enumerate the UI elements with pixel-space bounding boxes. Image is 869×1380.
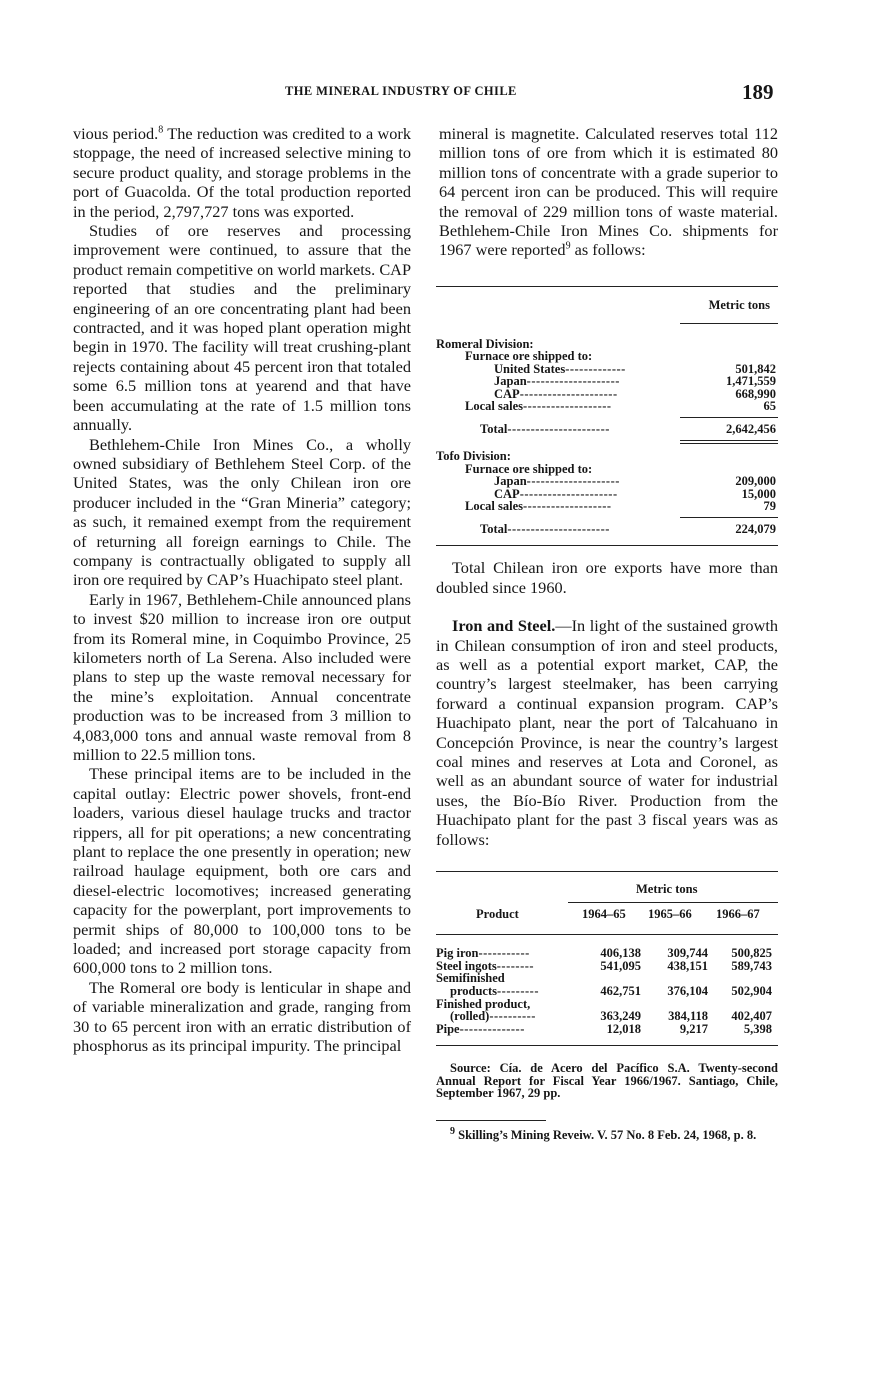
subtotal-rule bbox=[680, 417, 778, 418]
paragraph-text: vious period. bbox=[73, 124, 159, 143]
row-label: CAP bbox=[494, 486, 520, 501]
year-header: 1964–65 bbox=[582, 907, 626, 922]
leader-dots: ---------------------- bbox=[507, 521, 610, 536]
row-label: Finished product, bbox=[436, 996, 531, 1011]
paragraph-capital-outlay: These principal items are to be included in the capital outlay: Electric power shovels, front-end loaders, various diesel haulage trucks and tractor rippers, all for pit operations; a new concentrating plant to replace the one presently in operation; new railroad haulage equipment, both ore cars and diesel-electric locomotives; increased generating capacity for the powerplant, port improvements to permit ships of 80,000 to 100,000 tons to be loaded; and increased port storage capacity from 600,000 tons to 2 million tons. bbox=[73, 764, 411, 978]
row-label: (rolled) bbox=[450, 1009, 490, 1024]
running-title: THE MINERAL INDUSTRY OF CHILE bbox=[285, 84, 517, 98]
paragraph-investment-plans: Early in 1967, Bethlehem-Chile announced plans to invest $20 million to increase iron ore output from its Romeral mine, in Coquimbo Province, 25 kilometers north of La Serena. Also included were plans to step up the waste removal necessary for the mine’s exploitation. Annual concentrate production was to be increased from 3 million to 4,083,000 tons and annual waste removal from 8 million to 22.5 million tons. bbox=[73, 589, 411, 764]
group-label: Furnace ore shipped to: bbox=[465, 461, 593, 476]
footnote-text: Skilling’s Mining Reveiw. V. 57 No. 8 Feb. 24, 1968, p. 8. bbox=[455, 1127, 757, 1142]
cell-value: 384,118 bbox=[668, 1009, 708, 1024]
cell-value: 5,398 bbox=[743, 1021, 772, 1036]
row-label: Steel ingots bbox=[436, 958, 497, 973]
footnote-mark: 9 bbox=[450, 1125, 455, 1137]
leader-dots: -------- bbox=[496, 958, 535, 973]
leader-dots: ------------------- bbox=[522, 399, 612, 414]
row-label: Semifinished bbox=[436, 971, 505, 986]
cell-value: 541,095 bbox=[600, 958, 641, 973]
paragraph-iron-and-steel bbox=[436, 616, 778, 849]
running-head bbox=[0, 80, 869, 110]
year-header: 1965–66 bbox=[648, 907, 692, 922]
cell-value: 502,904 bbox=[731, 983, 772, 998]
total-label: Total bbox=[480, 521, 508, 536]
row-label: CAP bbox=[494, 386, 520, 401]
table-row bbox=[436, 1023, 778, 1036]
division-label: Romeral Division: bbox=[436, 336, 534, 351]
row-value: 65 bbox=[763, 399, 776, 414]
table-header-cell bbox=[680, 287, 778, 324]
leader-dots: --------------------- bbox=[519, 386, 618, 401]
row-value: 15,000 bbox=[741, 486, 776, 501]
table-header bbox=[436, 872, 778, 935]
row-value: 501,842 bbox=[735, 361, 776, 376]
year-header: 1966–67 bbox=[716, 907, 760, 922]
cell-value: 589,743 bbox=[731, 958, 772, 973]
cell-value: 438,151 bbox=[667, 958, 708, 973]
cell-value: 500,825 bbox=[731, 946, 772, 961]
cell-value: 363,249 bbox=[600, 1009, 641, 1024]
leader-dots: ------------- bbox=[565, 361, 626, 376]
unit-header: Metric tons bbox=[708, 297, 770, 312]
cell-value: 309,744 bbox=[667, 946, 708, 961]
paragraph-romeral-ore-body: The Romeral ore body is lenticular in shape and of variable mineralization and grade, ranging from 30 to 65 percent iron with an erratic distribution of phosphorus as its principal impurity. The principal bbox=[73, 977, 411, 1056]
row-value: 209,000 bbox=[735, 474, 776, 489]
section-heading: Iron and Steel. bbox=[452, 616, 556, 636]
row-label: Japan bbox=[494, 474, 527, 489]
paragraph-continuation bbox=[73, 124, 411, 221]
footnote-ref: 8 bbox=[158, 124, 164, 136]
row-value: 1,471,559 bbox=[726, 374, 776, 389]
footnote-ref: 9 bbox=[565, 241, 571, 253]
leader-dots: ---------- bbox=[489, 1009, 536, 1024]
unit-header: Metric tons bbox=[636, 882, 698, 897]
total-row bbox=[436, 523, 778, 536]
group-label: Furnace ore shipped to: bbox=[465, 349, 593, 364]
paragraph-magnetite bbox=[439, 124, 778, 260]
paragraph-ore-reserves: Studies of ore reserves and processing improvement were continued, to assure that the product remain competitive on world markets. CAP reported that studies and the preliminary engineering of an ore concentrating plant had been contracted, and it was hoped plant operation might begin in 1970. The facility will treat crushing-plant rejects containing about 45 percent iron that totaled some 6.5 million tons at yearend and that have been accumulating at the rate of 1.5 million tons annually. bbox=[73, 221, 411, 435]
cell-value: 406,138 bbox=[600, 946, 641, 961]
cell-value: 402,407 bbox=[731, 1009, 772, 1024]
row-label: Pipe bbox=[436, 1021, 460, 1036]
subtotal-rule bbox=[680, 517, 778, 518]
cell-value: 376,104 bbox=[667, 983, 708, 998]
paragraph-text: —In light of the sustained growth in Chilean consumption of iron and steel products, as well as a potential export market, CAP, the country’s largest steelmaker, has been carrying forward a continual expansion program. CAP’s Huachipato plant, near the port of Talcahuano in Concepción Province, is near the country’s largest coal mines and reserves at Lota and Coronel, as well as an abundant source of water for industrial uses, the Bío-Bío River. Production from the Huachipato plant for the past 3 fiscal years was as follows: bbox=[436, 616, 778, 849]
row-label: Local sales bbox=[465, 399, 523, 414]
leader-dots: -------------------- bbox=[526, 474, 620, 489]
paragraph-exports: Total Chilean iron ore exports have more than doubled since 1960. bbox=[436, 558, 778, 597]
footnote bbox=[436, 1125, 778, 1142]
right-column bbox=[436, 124, 778, 1142]
row-value: 668,990 bbox=[735, 386, 776, 401]
paragraph-text: The reduction was credited to a work stoppage, the need of increased selective mining to secure product quality, and storage problems in the port of Guacolda. Of the total production reported in the period, 2,797,727 tons was exported. bbox=[73, 124, 411, 221]
table-row bbox=[436, 500, 778, 513]
row-label: Local sales bbox=[465, 499, 523, 514]
row-label: products bbox=[450, 983, 498, 998]
total-value: 224,079 bbox=[735, 521, 776, 536]
leader-dots: -------------------- bbox=[526, 374, 620, 389]
division-label: Tofo Division: bbox=[436, 449, 511, 464]
table-source-note: Source: Cía. de Acero del Pacífico S.A. Twenty-second Annual Report for Fiscal Year 1966/1967. Santiago, Chile, September 1967, 29 pp. bbox=[436, 1061, 778, 1101]
left-column bbox=[73, 124, 411, 1056]
unit-header-cell bbox=[568, 872, 778, 903]
production-table bbox=[436, 871, 778, 1100]
row-label: Japan bbox=[494, 374, 527, 389]
table-row bbox=[436, 400, 778, 413]
leader-dots: -------------- bbox=[459, 1021, 525, 1036]
row-value: 79 bbox=[763, 499, 776, 514]
total-label: Total bbox=[480, 421, 508, 436]
total-row bbox=[436, 423, 778, 436]
footnote-rule bbox=[436, 1120, 546, 1121]
leader-dots: ----------- bbox=[478, 946, 530, 961]
cell-value: 462,751 bbox=[600, 983, 641, 998]
page-number: 189 bbox=[742, 80, 774, 104]
total-value: 2,642,456 bbox=[726, 421, 776, 436]
cell-value: 12,018 bbox=[606, 1021, 641, 1036]
table-bottom-rule bbox=[436, 545, 778, 546]
paragraph-text: mineral is magnetite. Calculated reserves total 112 million tons of ore from which it is estimated 80 million tons of concentrate with a grade superior to 64 percent iron can be produced. This will require the removal of 229 million tons of waste material. Bethlehem-Chile Iron Mines Co. shipments for 1967 were reported bbox=[439, 124, 778, 260]
leader-dots: ------------------- bbox=[522, 499, 612, 514]
product-header: Product bbox=[476, 907, 519, 922]
table-bottom-rule bbox=[436, 1045, 778, 1046]
division-row bbox=[436, 450, 778, 463]
cell-value: 9,217 bbox=[679, 1021, 708, 1036]
row-label: Pig iron bbox=[436, 946, 479, 961]
row-label: United States bbox=[494, 361, 566, 376]
leader-dots: ---------------------- bbox=[507, 421, 610, 436]
leader-dots: --------------------- bbox=[519, 486, 618, 501]
paragraph-text: as follows: bbox=[570, 240, 646, 260]
paragraph-bethlehem-chile: Bethlehem-Chile Iron Mines Co., a wholly owned subsidiary of Bethlehem Steel Corp. of the United States, was the only Chilean iron ore producer included in the “Gran Mineria” category; as such, it remained exempt from the requirement of returning all foreign earnings to Chile. The company is contractually obligated to supply all iron ore required by CAP’s Huachipato steel plant. bbox=[73, 434, 411, 590]
leader-dots: --------- bbox=[497, 983, 539, 998]
shipments-table bbox=[436, 286, 778, 547]
